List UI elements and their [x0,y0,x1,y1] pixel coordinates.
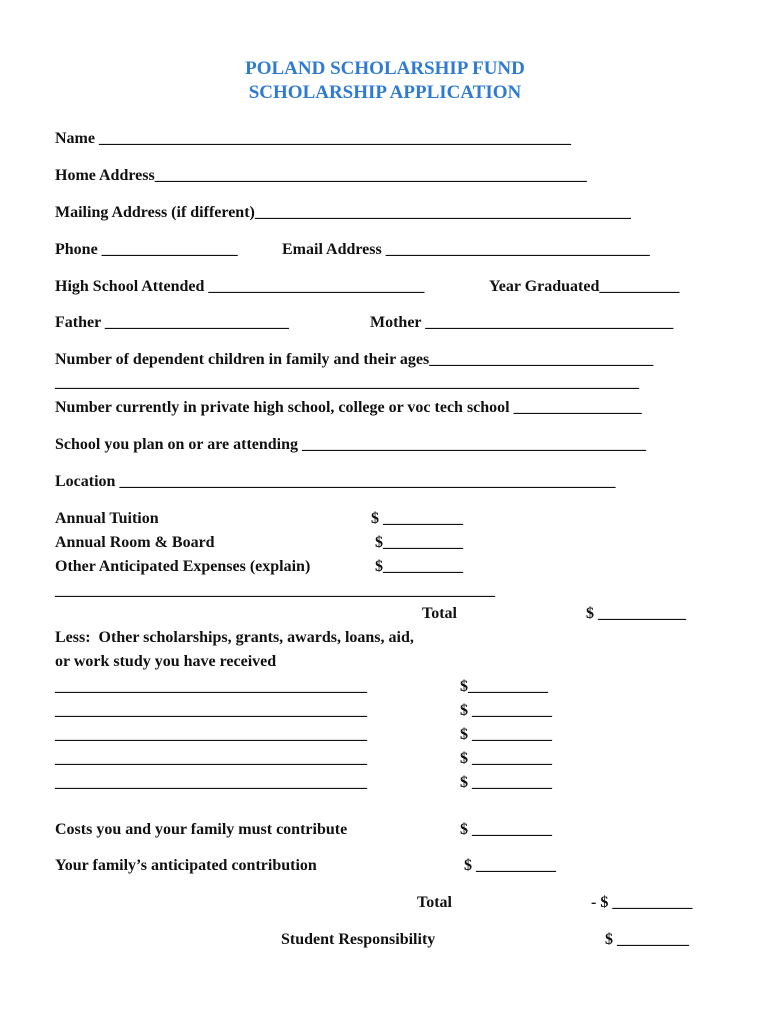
other-expenses-amount[interactable]: $__________ [375,558,463,575]
family-contribution-label: Your family’s anticipated contribution [55,857,317,874]
room-board-amount[interactable]: $__________ [375,534,463,551]
aid-line[interactable]: _______________________________________ [55,678,367,695]
less-aid-heading: Less: Other scholarships, grants, awards, loans, aid, [55,629,414,646]
family-contribution-amount[interactable]: $ __________ [464,857,556,874]
annual-tuition-amount[interactable]: $ __________ [371,510,463,527]
aid-amount[interactable]: $ __________ [460,726,552,743]
expenses-total-label: Total [422,605,457,622]
student-responsibility-label: Student Responsibility [281,931,436,948]
form-title-line-1: POLAND SCHOLARSHIP FUND [245,58,525,79]
aid-line[interactable]: _______________________________________ [55,774,367,791]
mailing-address-field[interactable]: Mailing Address (if different)_______________________________________________ [55,204,631,221]
student-responsibility-amount[interactable]: $ _________ [605,931,689,948]
planned-school-field[interactable]: School you plan on or are attending ___________________________________________ [55,436,647,453]
year-graduated-field[interactable]: Year Graduated__________ [489,278,680,295]
less-aid-subheading: or work study you have received [55,653,277,670]
dependents-field[interactable]: Number of dependent children in family and their ages____________________________ [55,351,654,368]
room-board-label: Annual Room & Board [55,534,215,551]
dependents-field-line-2[interactable]: _________________________________________________________________________ [55,374,639,391]
other-expenses-label: Other Anticipated Expenses (explain) [55,558,311,575]
mother-field[interactable]: Mother _______________________________ [370,314,674,331]
expenses-total-amount[interactable]: $ ___________ [586,605,686,622]
form-title-line-2: SCHOLARSHIP APPLICATION [248,82,522,103]
high-school-field[interactable]: High School Attended ___________________________ [55,278,425,295]
phone-field[interactable]: Phone _________________ [55,241,238,258]
annual-tuition-label: Annual Tuition [55,510,159,527]
aid-line[interactable]: _______________________________________ [55,726,367,743]
summary-total-label: Total [417,894,452,911]
aid-amount[interactable]: $ __________ [460,774,552,791]
aid-amount[interactable]: $__________ [460,678,548,695]
costs-contribute-amount[interactable]: $ __________ [460,821,552,838]
aid-amount[interactable]: $ __________ [460,750,552,767]
email-field[interactable]: Email Address _________________________________ [282,241,650,258]
aid-line[interactable]: _______________________________________ [55,702,367,719]
father-field[interactable]: Father _______________________ [55,314,289,331]
home-address-field[interactable]: Home Address______________________________________________________ [55,167,587,184]
private-school-count-field[interactable]: Number currently in private high school, college or voc tech school ________________ [55,399,642,416]
aid-amount[interactable]: $ __________ [460,702,552,719]
costs-contribute-label: Costs you and your family must contribute [55,821,348,838]
summary-total-amount[interactable]: - $ __________ [591,894,693,911]
name-field[interactable]: Name ___________________________________________________________ [55,130,571,147]
aid-line[interactable]: _______________________________________ [55,750,367,767]
location-field[interactable]: Location ______________________________________________________________ [55,473,616,490]
explain-line[interactable]: _______________________________________________________ [55,582,495,599]
